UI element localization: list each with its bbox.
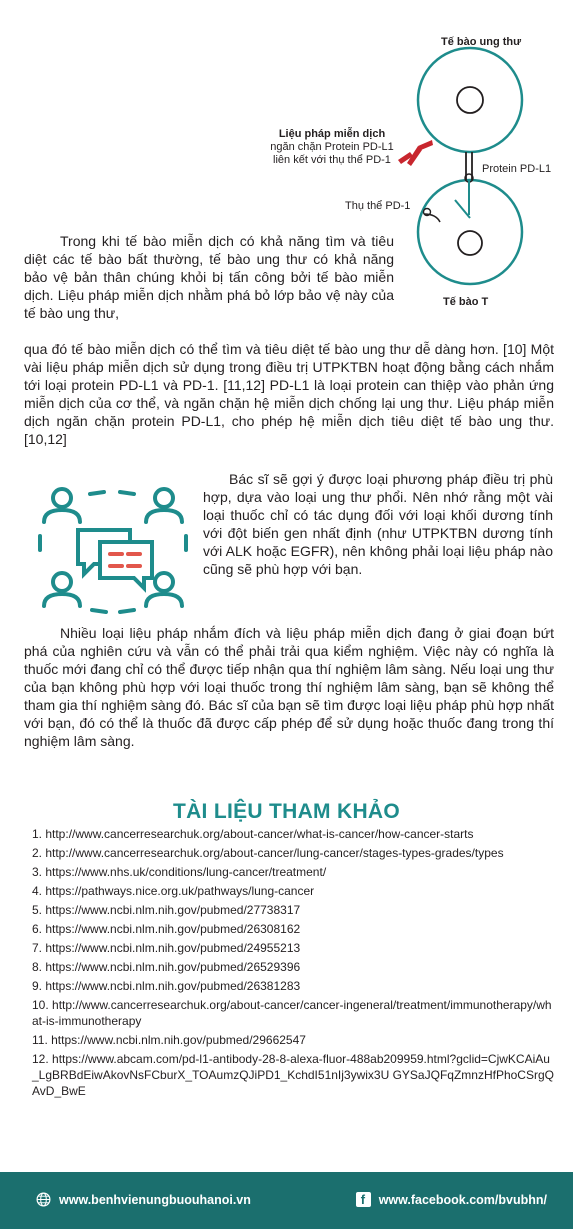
reference-item: 4. https://pathways.nice.org.uk/pathways/lung-cancer [32, 884, 315, 898]
reference-item: 3. https://www.nhs.uk/conditions/lung-cancer/treatment/ [32, 865, 327, 879]
reference-item: 1. http://www.cancerresearchuk.org/about-cancer/what-is-cancer/how-cancer-starts [32, 827, 474, 841]
therapy-line-1: ngăn chặn Protein PD-L1 [270, 141, 394, 153]
research-paragraph [24, 624, 554, 750]
reference-item: 10. http://www.cancerresearchuk.org/about-cancer/cancer-ingeneral/treatment/immunotherapy/what-is-immunotherapy [32, 998, 552, 1028]
reference-item: 9. https://www.ncbi.nlm.nih.gov/pubmed/26381283 [32, 979, 301, 993]
t-cell-label: Tế bào T [443, 296, 489, 308]
pd1-link [455, 200, 470, 218]
discussion-icon [34, 486, 194, 616]
website-text: www.benhvienungbuouhanoi.vn [59, 1192, 251, 1207]
cancer-cell-nucleus [457, 87, 483, 113]
research-text: Nhiều loại liệu pháp nhắm đích và liệu pháp miễn dịch đang ở giai đoạn bứt phá của nghiên cứu và vẫn có thể phải trải qua kiểm nghiệm. Việc này có nghĩa là thuốc mới đang chỉ có thể được tiếp nhận qua thí nghiệm lâm sàng. Nếu loại ung thư của bạn không phù hợp với loại thuốc trong thí nghiệm lâm sàng, bạn sẽ không thể tham gia thí nghiệm sàng đó. Bác sĩ của bạn sẽ tìm được loại liệu pháp phù hợp nhất với bạn, đó có thể là thuốc đã được cấp phép để sử dụng hoặc thuốc đang trong thí nghiệm lâm sàng. [24, 625, 554, 749]
references-list [32, 826, 556, 1102]
website-link[interactable] [36, 1192, 251, 1207]
globe-icon [36, 1192, 51, 1207]
reference-item: 5. https://www.ncbi.nlm.nih.gov/pubmed/27738317 [32, 903, 301, 917]
reference-item: 11. https://www.ncbi.nlm.nih.gov/pubmed/29662547 [32, 1033, 306, 1047]
doctor-paragraph [203, 470, 553, 578]
reference-item: 8. https://www.ncbi.nlm.nih.gov/pubmed/26529396 [32, 960, 301, 974]
facebook-icon: f [356, 1192, 371, 1207]
intro-paragraph-top [24, 232, 394, 322]
discussion-icon-graphic [34, 486, 194, 616]
therapy-line-2: liên kết với thụ thể PD-1 [273, 154, 391, 166]
references-title: TÀI LIỆU THAM KHẢO [172, 800, 401, 823]
reference-item: 7. https://www.ncbi.nlm.nih.gov/pubmed/24955213 [32, 941, 301, 955]
intro-paragraph-bottom [24, 340, 554, 448]
reference-item: 12. https://www.abcam.com/pd-l1-antibody-28-8-alexa-fluor-488ab209959.html?gclid=CjwKCAiAu_LgBRBdEiwAkovNsFCburX_TOAumzQJiPD1_KchdI51nIj3ywix3U GYSaJQFqZmnzHfPhoCSrgQAvD_BwE [32, 1052, 554, 1098]
facebook-text: www.facebook.com/bvubhn/ [378, 1192, 547, 1207]
intro-bottom-text: qua đó tế bào miễn dịch có thể tìm và tiêu diệt tế bào ung thư dễ dàng hơn. [10] Một vài liệu pháp miễn dịch sử dụng trong điều trị UTPKTBN hoạt động bằng cách nhắm tới loại protein PD-L1 và PD-1. [11,12] PD-L1 là loại protein can thiệp vào phản ứng miễn dịch của cơ thể, và ngăn chặn hệ miễn dịch chống lại ung thư. Liệu pháp miễn dịch ngăn chặn protein PD-L1, cho phép hệ miễn dịch tiêu diệt tế bào ung thư. [10,12] [24, 341, 554, 447]
doctor-text: Bác sĩ sẽ gợi ý được loại phương pháp điều trị phù hợp, dựa vào loại ung thư phổi. Nên nhớ rằng một vài loại thuốc chỉ có tác dụng đối với loại khối dương tính với đột biến gen nhất định (như UTPKTBN dương tính với ALK hoặc EGFR), nên không phải loại liệu pháp nào cũng sẽ phù hợp với bạn. [203, 471, 553, 577]
reference-item: 2. http://www.cancerresearchuk.org/about-cancer/lung-cancer/stages-types-grades/types [32, 846, 504, 860]
cancer-cell-outline [418, 48, 522, 152]
reference-item: 6. https://www.ncbi.nlm.nih.gov/pubmed/26308162 [32, 922, 301, 936]
footer-bar [0, 1172, 573, 1229]
therapy-title: Liệu pháp miễn dịch [278, 128, 386, 140]
intro-top-text: Trong khi tế bào miễn dịch có khả năng tìm và tiêu diệt các tế bào bất thường, tế bào ung thư có khả năng bảo vệ bản thân chúng khỏi bị tấn công bởi tế bào miễn dịch. Liệu pháp miễn dịch nhằm phá bỏ lớp bảo vệ này của tế bào ung thư, [24, 233, 394, 321]
facebook-link[interactable] [356, 1192, 547, 1207]
t-cell-nucleus [458, 231, 482, 255]
receptor-pd1-label: Thụ thể PD-1 [345, 200, 411, 212]
cancer-cell-label: Tế bào ung thư [441, 36, 522, 48]
protein-pdl1-label: Protein PD-L1 [482, 163, 552, 175]
